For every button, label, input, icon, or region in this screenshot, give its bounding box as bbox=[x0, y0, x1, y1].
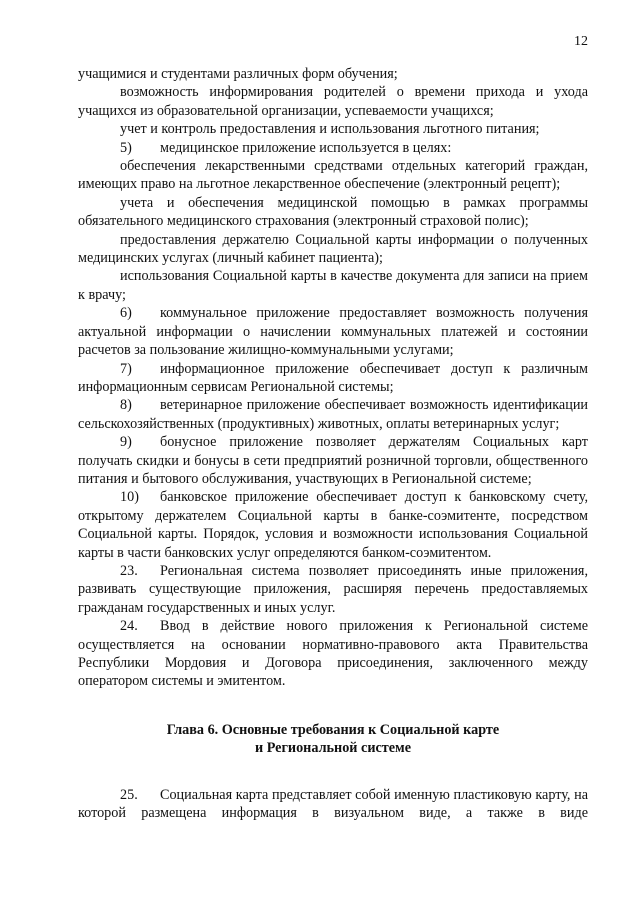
paragraph-number: 9) bbox=[120, 434, 132, 451]
paragraph-list bbox=[78, 65, 588, 691]
paragraph bbox=[78, 139, 588, 157]
paragraph-text: банковское приложение обеспечивает доступ к банковскому счету, открытому держателем Социальной карты в банке-соэмитенте, посредством Социальной карты. Порядок, условия и возможности использования Социальной карты в части банковских услуг определяются банком-соэмитентом. bbox=[78, 489, 588, 561]
paragraph-number: 6) bbox=[120, 305, 132, 322]
chapter-heading bbox=[78, 721, 588, 758]
paragraph-text: использования Социальной карты в качестве документа для записи на прием к врачу; bbox=[78, 268, 588, 303]
paragraph-text: медицинское приложение используется в целях: bbox=[160, 139, 452, 156]
paragraph-25 bbox=[78, 786, 588, 823]
paragraph-number: 23. bbox=[120, 562, 138, 579]
paragraph-text: Региональная система позволяет присоединять иные приложения, развивать существующие приложения, расширяя перечень предоставляемых гражданам государственных и иных услуг. bbox=[78, 562, 588, 616]
paragraph-text: Социальная карта представляет собой именную пластиковую карту, на которой размещена информация в визуальном виде, а также в виде bbox=[78, 786, 588, 822]
paragraph-text: Ввод в действие нового приложения к Региональной системе осуществляется на основании нормативно-правового акта Правительства Республики Мордовия и Договора присоединения, заключенного между оператором системы и эмитентом. bbox=[78, 618, 588, 690]
paragraph bbox=[78, 562, 588, 617]
paragraph bbox=[78, 433, 588, 488]
paragraph-text: учета и обеспечения медицинской помощью в рамках программы обязательного медицинского страхования (электронный страховой полис); bbox=[78, 194, 588, 230]
paragraph bbox=[78, 83, 588, 120]
paragraph-text: коммунальное приложение предоставляет возможность получения актуальной информации о начислении коммунальных платежей и состоянии расчетов за пользование жилищно-коммунальными услугами; bbox=[78, 305, 588, 359]
paragraph-number: 10) bbox=[120, 489, 139, 506]
paragraph bbox=[78, 396, 588, 433]
paragraph-text: учащимися и студентами различных форм обучения; bbox=[78, 66, 398, 82]
paragraph-text: информационное приложение обеспечивает доступ к различным информационным сервисам Региональной системы; bbox=[78, 360, 588, 395]
paragraph-text: ветеринарное приложение обеспечивает возможность идентификации сельскохозяйственных (продуктивных) животных, оплаты ветеринарных услуг; bbox=[78, 397, 588, 432]
chapter-heading-line-2: и Региональной системе bbox=[254, 740, 412, 757]
chapter-heading-line-1: Глава 6. Основные требования к Социальной карте bbox=[166, 721, 500, 738]
paragraph bbox=[78, 617, 588, 691]
paragraph-text: возможность информирования родителей о времени прихода и ухода учащихся из образовательной организации, успеваемости учащихся; bbox=[78, 84, 588, 119]
paragraph bbox=[78, 488, 588, 562]
paragraph bbox=[78, 231, 588, 268]
page-number: 12 bbox=[574, 34, 588, 49]
paragraph bbox=[78, 194, 588, 231]
paragraph bbox=[78, 360, 588, 397]
paragraph bbox=[78, 304, 588, 359]
paragraph-text: бонусное приложение позволяет держателям Социальных карт получать скидки и бонусы в сети предприятий розничной торговли, общественного питания и бытового обслуживания, участвующих в Региональной системе; bbox=[78, 434, 588, 487]
paragraph bbox=[78, 267, 588, 304]
paragraph bbox=[78, 65, 588, 83]
paragraph-number: 7) bbox=[120, 360, 132, 377]
paragraph-number: 24. bbox=[120, 618, 138, 635]
paragraph bbox=[78, 120, 588, 138]
document-body bbox=[78, 65, 588, 822]
paragraph-text: предоставления держателю Социальной карты информации о полученных медицинских услугах (личный кабинет пациента); bbox=[78, 231, 588, 267]
paragraph-number: 25. bbox=[120, 786, 138, 803]
paragraph bbox=[78, 157, 588, 194]
paragraph-number: 5) bbox=[120, 139, 132, 156]
paragraph-number: 8) bbox=[120, 397, 132, 414]
paragraph-text: обеспечения лекарственными средствами отдельных категорий граждан, имеющих право на льготное лекарственное обеспечение (электронный рецепт); bbox=[78, 158, 588, 193]
paragraph-text: учет и контроль предоставления и использования льготного питания; bbox=[120, 121, 540, 138]
